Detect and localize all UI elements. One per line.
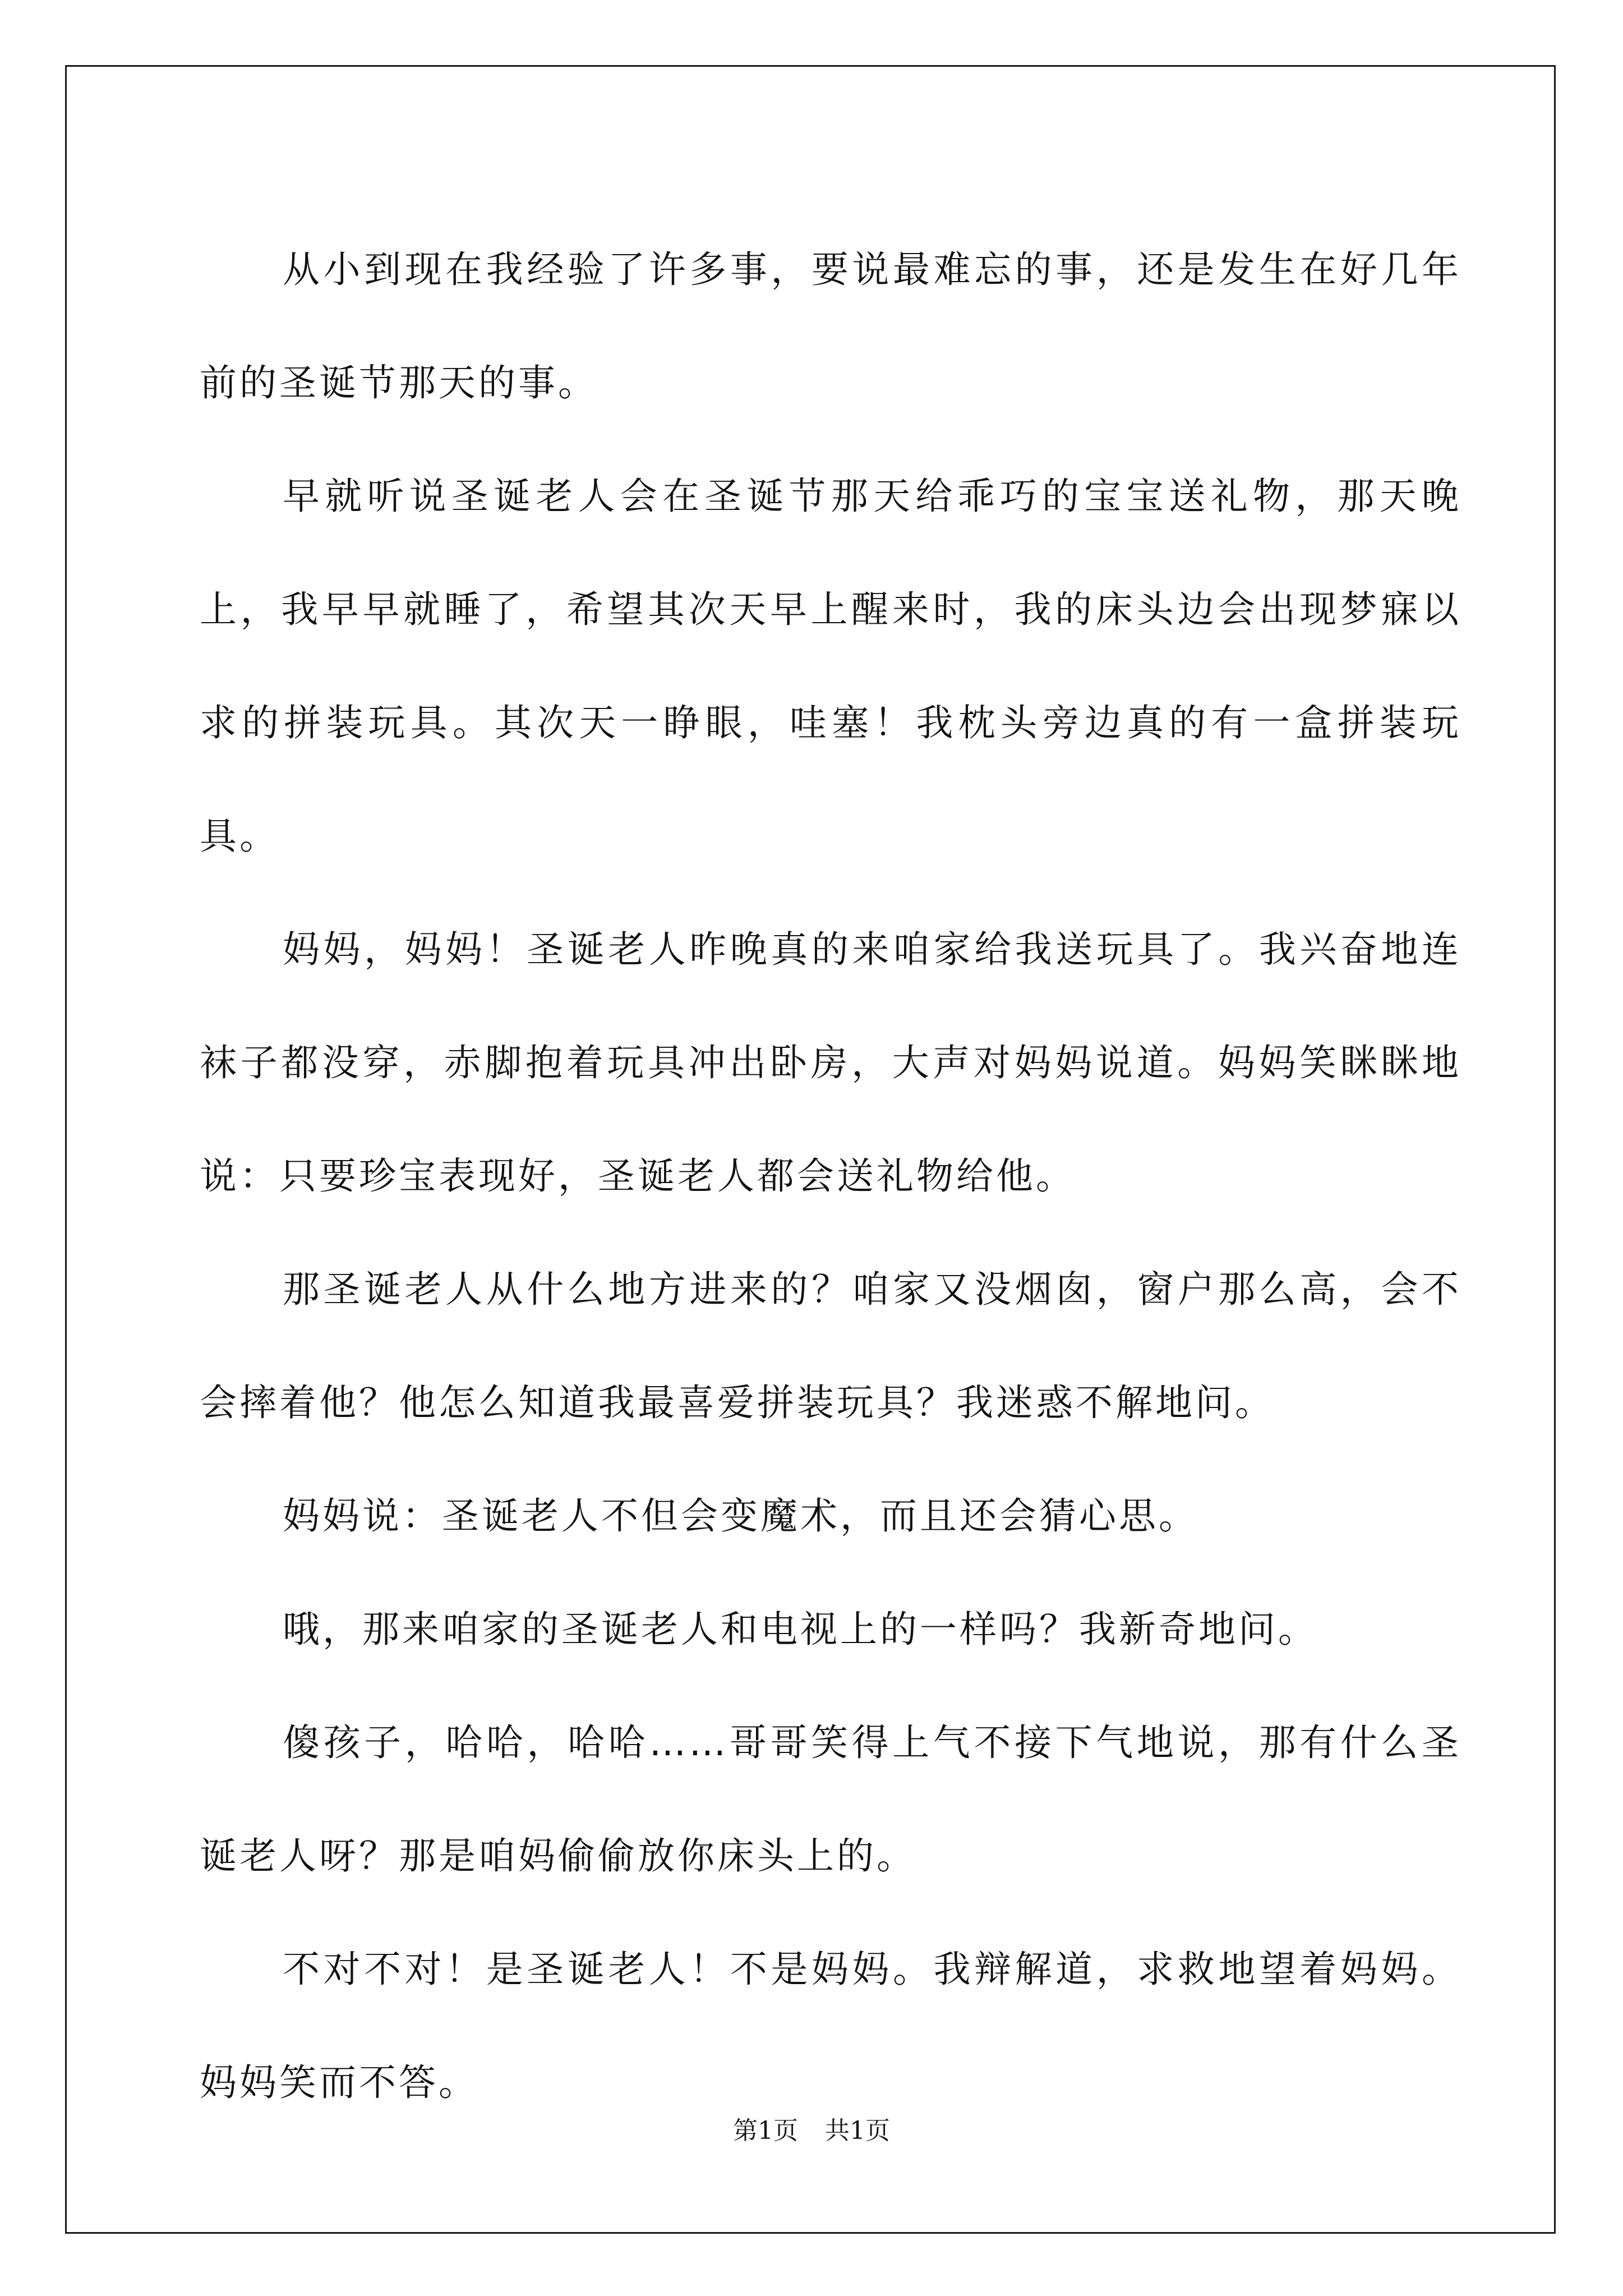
page-number: 第1页 xyxy=(733,2116,798,2145)
paragraph-8: 不对不对！是圣诞老人！不是妈妈。我辩解道，求救地望着妈妈。妈妈笑而不答。 xyxy=(200,1948,1461,2104)
document-body xyxy=(200,213,1461,2139)
page-total: 共1页 xyxy=(825,2116,890,2145)
paragraph-1: 从小到现在我经验了许多事，要说最难忘的事，还是发生在好几年前的圣诞节那天的事。 xyxy=(200,248,1461,404)
page-footer xyxy=(0,2110,1623,2146)
paragraph-2: 早就听说圣诞老人会在圣诞节那天给乖巧的宝宝送礼物，那天晚上，我早早就睡了，希望其次天早上醒来时，我的床头边会出现梦寐以求的拼装玩具。其次天一睁眼，哇塞！我枕头旁边真的有一盒拼装玩具。 xyxy=(200,475,1461,858)
paragraph-3: 妈妈，妈妈！圣诞老人昨晚真的来咱家给我送玩具了。我兴奋地连袜子都没穿，赤脚抱着玩具冲出卧房，大声对妈妈说道。妈妈笑眯眯地说：只要珍宝表现好，圣诞老人都会送礼物给他。 xyxy=(200,928,1461,1198)
paragraph-7: 傻孩子，哈哈，哈哈……哥哥笑得上气不接下气地说，那有什么圣诞老人呀？那是咱妈偷偷放你床头上的。 xyxy=(200,1721,1461,1878)
paragraph-6: 哦，那来咱家的圣诞老人和电视上的一样吗？我新奇地问。 xyxy=(283,1608,1318,1651)
paragraph-5: 妈妈说：圣诞老人不但会变魔术，而且还会猜心思。 xyxy=(283,1494,1198,1538)
paragraph-4: 那圣诞老人从什么地方进来的？咱家又没烟囱，窗户那么高，会不会摔着他？他怎么知道我最喜爱拼装玩具？我迷惑不解地问。 xyxy=(200,1268,1461,1424)
